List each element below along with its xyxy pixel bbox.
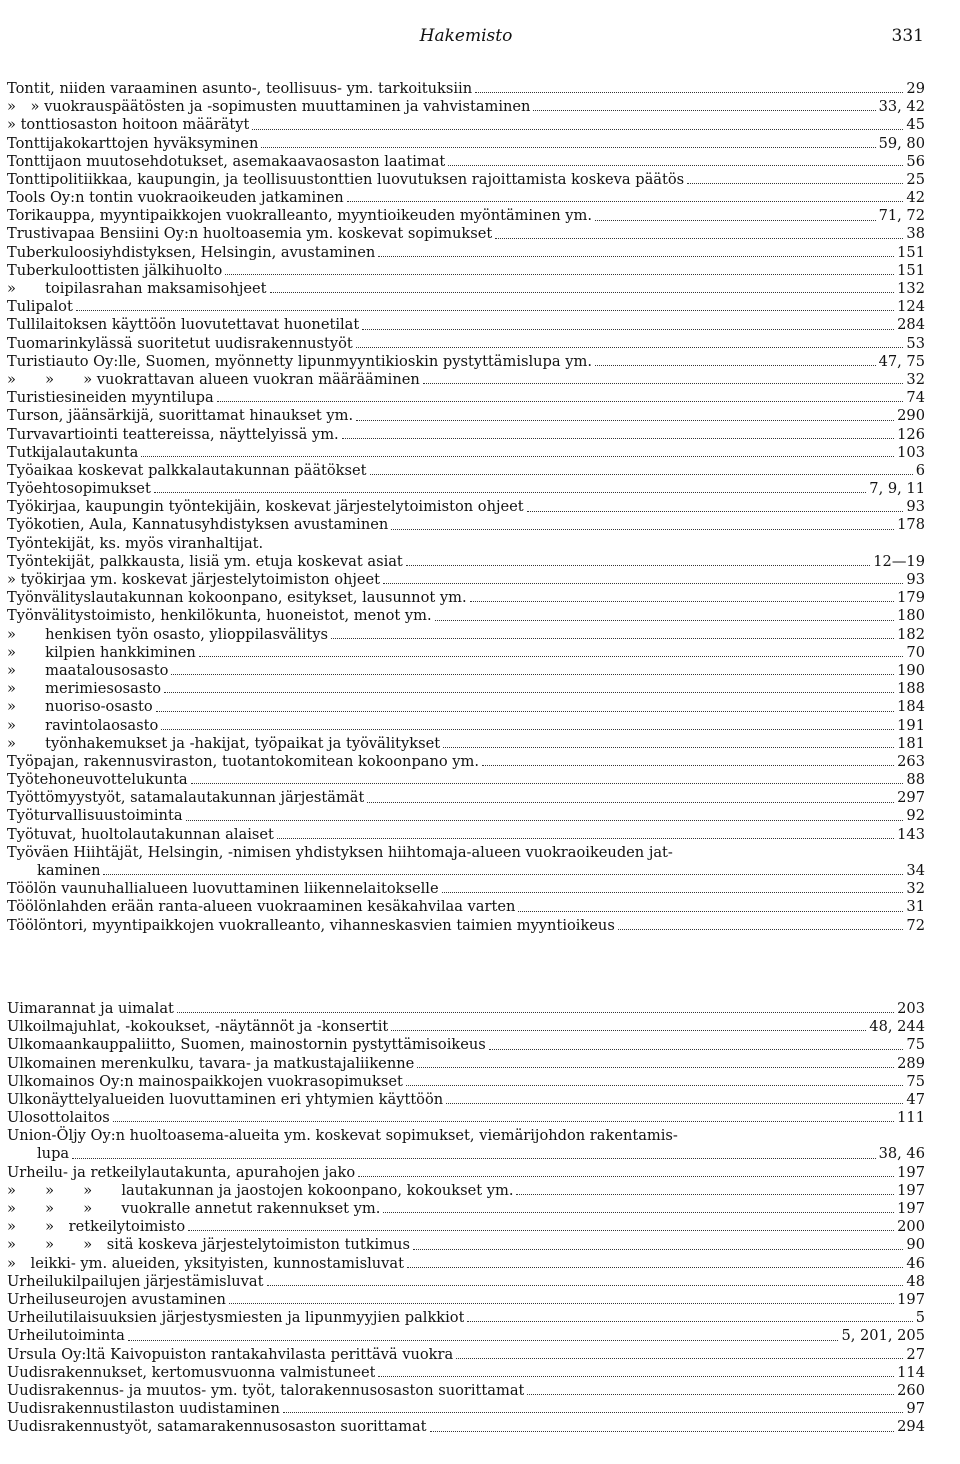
entry-text: Urheiluseurojen avustaminen	[7, 1290, 226, 1308]
index-entry	[7, 1382, 925, 1400]
entry-pages: 74	[906, 389, 925, 407]
dot-leader	[362, 329, 894, 330]
index-entry	[7, 862, 925, 880]
entry-text: Työtuvat, huoltolautakunnan alaiset	[7, 825, 274, 843]
dot-leader	[482, 765, 894, 766]
index-entry	[7, 917, 925, 935]
index-entry	[7, 444, 925, 462]
index-entry	[7, 1291, 925, 1309]
index-entry	[7, 662, 925, 680]
entry-pages: 197	[897, 1200, 925, 1218]
entry-text: Ulkoilmajuhlat, -kokoukset, -näytännöt ja -konsertit	[7, 1018, 389, 1036]
index-entry	[7, 1364, 925, 1382]
dot-leader	[383, 583, 903, 584]
dot-leader	[533, 110, 875, 111]
dot-leader	[113, 1121, 894, 1122]
index-entry	[7, 171, 925, 189]
index-entry	[7, 480, 925, 498]
entry-pages: 197	[897, 1290, 925, 1308]
entry-pages: 200	[897, 1218, 925, 1236]
index-entry	[7, 80, 925, 98]
entry-text: Tuberkuloosiyhdistyksen, Helsingin, avustaminen	[7, 243, 376, 261]
dot-leader	[407, 1267, 903, 1268]
entry-text: Ulosottolaitos	[7, 1109, 110, 1127]
entry-text: Töölön vaunuhallialueen luovuttaminen liikennelaitokselle	[7, 880, 439, 898]
entry-text: Ulkomaankauppaliitto, Suomen, mainostornin pystyttämisoikeus	[7, 1036, 486, 1054]
entry-text: Turson, jäänsärkijä, suorittamat hinaukset ym.	[7, 407, 354, 425]
dot-leader	[413, 1249, 903, 1250]
entry-pages: 126	[897, 425, 925, 443]
entry-text: » » » lautakunnan ja jaostojen kokoonpano, kokoukset ym.	[7, 1181, 514, 1199]
index-entry	[7, 1182, 925, 1200]
entry-text: Urheilutilaisuuksien järjestysmiesten ja lipunmyyjien palkkiot	[7, 1309, 465, 1327]
entry-pages: 179	[897, 589, 925, 607]
index-entry	[7, 498, 925, 516]
entry-text: » » » vuokralle annetut rakennukset ym.	[7, 1200, 381, 1218]
dot-leader	[356, 420, 894, 421]
dot-leader	[171, 674, 894, 675]
index-entry	[7, 753, 925, 771]
entry-text: Työntekijät, palkkausta, lisiä ym. etuja koskevat asiat	[7, 552, 403, 570]
index-entry	[7, 698, 925, 716]
entry-text: Tontit, niiden varaaminen asunto-, teollisuus- ym. tarkoituksiin	[7, 79, 473, 97]
dot-leader	[430, 1431, 895, 1432]
dot-leader	[103, 874, 903, 875]
dot-leader	[495, 238, 903, 239]
dot-leader	[417, 1067, 894, 1068]
entry-pages: 31	[906, 898, 925, 916]
entry-pages: 88	[906, 771, 925, 789]
dot-leader	[229, 1303, 894, 1304]
dot-leader	[423, 383, 904, 384]
entry-pages: 111	[897, 1109, 925, 1127]
dot-leader	[72, 1158, 875, 1159]
entry-pages: 42	[906, 189, 925, 207]
entry-text: Työpajan, rakennusviraston, tuotantokomitean kokoonpano ym.	[7, 752, 480, 770]
index-entry	[7, 1091, 925, 1109]
entry-text: Uimarannat ja uimalat	[7, 999, 174, 1017]
dot-leader	[470, 601, 895, 602]
index-entry	[7, 735, 925, 753]
index-entry	[7, 1346, 925, 1364]
dot-leader	[406, 565, 870, 566]
entry-text: Ulkomainos Oy:n mainospaikkojen vuokrasopimukset	[7, 1072, 403, 1090]
entry-pages: 47, 75	[878, 352, 925, 370]
entry-pages: 93	[906, 498, 925, 516]
index-entry	[7, 898, 925, 916]
index-entry	[7, 244, 925, 262]
entry-pages: 7, 9, 11	[869, 480, 925, 498]
dot-leader	[618, 929, 904, 930]
dot-leader	[128, 1340, 839, 1341]
dot-leader	[191, 783, 904, 784]
index-entry	[7, 1236, 925, 1254]
dot-leader	[435, 620, 895, 621]
entry-text: lupa	[37, 1145, 70, 1163]
dot-leader	[467, 1321, 912, 1322]
entry-text: Tools Oy:n tontin vuokraoikeuden jatkaminen	[7, 189, 344, 207]
entry-text: » » » vuokrattavan alueen vuokran määrääminen	[7, 370, 420, 388]
entry-pages: 191	[897, 716, 925, 734]
entry-text: kaminen	[37, 862, 101, 880]
entry-pages: 182	[897, 625, 925, 643]
dot-leader	[252, 129, 903, 130]
entry-pages: 38	[906, 225, 925, 243]
entry-text: » nuoriso-osasto	[7, 698, 153, 716]
index-entry	[7, 1309, 925, 1327]
index-entry	[7, 389, 925, 407]
index-entry	[7, 280, 925, 298]
page-header	[8, 26, 924, 48]
entry-text: Urheilu- ja retkeilylautakunta, apurahojen jako	[7, 1163, 356, 1181]
dot-leader	[199, 656, 904, 657]
index-entry	[7, 880, 925, 898]
entry-pages: 203	[897, 999, 925, 1017]
index-entry	[7, 1218, 925, 1236]
index-entry	[7, 789, 925, 807]
entry-pages: 71, 72	[878, 207, 925, 225]
dot-leader	[367, 802, 894, 803]
index-entry	[7, 680, 925, 698]
index-entry	[7, 298, 925, 316]
entry-text: » toipilasrahan maksamisohjeet	[7, 280, 267, 298]
entry-text: Tulipalot	[7, 298, 73, 316]
index-entry	[7, 626, 925, 644]
dot-leader	[518, 911, 903, 912]
index-section-t	[7, 80, 925, 935]
dot-leader	[347, 201, 904, 202]
entry-pages: 93	[906, 571, 925, 589]
index-entry	[7, 1400, 925, 1418]
entry-pages: 38, 46	[878, 1145, 925, 1163]
entry-text: Työtehoneuvottelukunta	[7, 771, 188, 789]
entry-text: » » retkeilytoimisto	[7, 1218, 186, 1236]
index-entry	[7, 1000, 925, 1018]
entry-pages: 47	[906, 1090, 925, 1108]
dot-leader	[456, 1358, 903, 1359]
entry-pages: 29	[906, 79, 925, 97]
entry-text: Urheilutoiminta	[7, 1327, 125, 1345]
entry-pages: 151	[897, 243, 925, 261]
entry-pages: 5, 201, 205	[841, 1327, 925, 1345]
entry-pages: 46	[906, 1254, 925, 1272]
entry-pages: 184	[897, 698, 925, 716]
entry-text: Työttömyystyöt, satamalautakunnan järjestämät	[7, 789, 365, 807]
entry-pages: 45	[906, 116, 925, 134]
dot-leader	[154, 492, 866, 493]
entry-pages: 6	[915, 461, 925, 479]
entry-pages: 56	[906, 152, 925, 170]
entry-pages: 143	[897, 825, 925, 843]
index-entry	[7, 426, 925, 444]
entry-text: Turvavartiointi teattereissa, näyttelyissä ym.	[7, 425, 339, 443]
index-entry	[7, 771, 925, 789]
dot-leader	[331, 638, 894, 639]
entry-pages: 48	[906, 1272, 925, 1290]
entry-pages: 290	[897, 407, 925, 425]
index-entry	[7, 153, 925, 171]
entry-pages: 178	[897, 516, 925, 534]
entry-pages: 124	[897, 298, 925, 316]
index-entry	[7, 517, 925, 535]
index-entry	[7, 1146, 925, 1164]
dot-leader	[261, 147, 875, 148]
index-entry	[7, 1418, 925, 1436]
entry-text: » merimiesosasto	[7, 680, 161, 698]
entry-pages: 27	[906, 1345, 925, 1363]
index-entry	[7, 353, 925, 371]
entry-text: Työväen Hiihtäjät, Helsingin, -nimisen yhdistyksen hiihtomaja-alueen vuokraoikeuden jat-	[7, 843, 673, 861]
index-entry	[7, 316, 925, 334]
dot-leader	[356, 347, 904, 348]
index-entry	[7, 1200, 925, 1218]
dot-leader	[406, 1085, 904, 1086]
index-entry	[7, 1327, 925, 1345]
index-entry	[7, 98, 925, 116]
index-entry	[7, 535, 925, 553]
index-entry	[7, 1164, 925, 1182]
entry-text: » » » sitä koskeva järjestelytoimiston tutkimus	[7, 1236, 410, 1254]
index-entry	[7, 116, 925, 134]
entry-text: » tonttiosaston hoitoon määrätyt	[7, 116, 250, 134]
index-entry	[7, 1109, 925, 1127]
index-entry	[7, 207, 925, 225]
entry-text: Union-Öljy Oy:n huoltoasema-alueita ym. koskevat sopimukset, viemärijohdon rakentamis-	[7, 1127, 678, 1145]
dot-leader	[595, 220, 876, 221]
entry-pages: 48, 244	[869, 1018, 925, 1036]
dot-leader	[186, 820, 904, 821]
index-entry	[7, 1036, 925, 1054]
index-entry	[7, 826, 925, 844]
entry-text: Uudisrakennukset, kertomusvuonna valmistuneet	[7, 1363, 376, 1381]
index-entry	[7, 607, 925, 625]
dot-leader	[370, 474, 913, 475]
entry-pages: 263	[897, 752, 925, 770]
entry-text: Työnvälitystoimisto, henkilökunta, huoneistot, menot ym.	[7, 607, 432, 625]
entry-pages: 294	[897, 1418, 925, 1436]
dot-leader	[164, 692, 894, 693]
entry-pages: 180	[897, 607, 925, 625]
dot-leader	[283, 1412, 904, 1413]
entry-pages: 53	[906, 334, 925, 352]
index-entry	[7, 553, 925, 571]
entry-pages: 260	[897, 1381, 925, 1399]
dot-leader	[378, 256, 894, 257]
dot-leader	[270, 292, 895, 293]
entry-pages: 72	[906, 916, 925, 934]
entry-text: Työkirjaa, kaupungin työntekijäin, koskevat järjestelytoimiston ohjeet	[7, 498, 524, 516]
entry-text: Urheilukilpailujen järjestämisluvat	[7, 1272, 264, 1290]
entry-pages: 151	[897, 261, 925, 279]
index-entry	[7, 1273, 925, 1291]
index-entry	[7, 1055, 925, 1073]
entry-text: Ulkonäyttelyalueiden luovuttaminen eri yhtymien käyttöön	[7, 1090, 444, 1108]
index-entry	[7, 1255, 925, 1273]
index-entry	[7, 262, 925, 280]
entry-text: Tuberkuloottisten jälkihuolto	[7, 261, 223, 279]
index-entry	[7, 808, 925, 826]
entry-text: » työnhakemukset ja -hakijat, työpaikat ja työvälitykset	[7, 734, 441, 752]
dot-leader	[443, 747, 894, 748]
dot-leader	[527, 1394, 894, 1395]
entry-text: Turistiesineiden myyntilupa	[7, 389, 214, 407]
entry-text: Uudisrakennus- ja muutos- ym. työt, talorakennusosaston suorittamat	[7, 1381, 525, 1399]
entry-pages: 92	[906, 807, 925, 825]
entry-pages: 75	[906, 1072, 925, 1090]
dot-leader	[141, 456, 894, 457]
entry-pages: 5	[915, 1309, 925, 1327]
entry-text: Tonttijaon muutosehdotukset, asemakaavaosaston laatimat	[7, 152, 446, 170]
entry-text: Ursula Oy:ltä Kaivopuiston rantakahvilasta perittävä vuokra	[7, 1345, 454, 1363]
page-number: 331	[891, 26, 924, 46]
dot-leader	[475, 92, 903, 93]
entry-text: » maatalousosasto	[7, 661, 169, 679]
index-entry	[7, 1127, 925, 1145]
dot-leader	[225, 274, 894, 275]
entry-pages: 181	[897, 734, 925, 752]
entry-text: Töölönlahden erään ranta-alueen vuokraaminen kesäkahvilaa varten	[7, 898, 516, 916]
index-entry	[7, 135, 925, 153]
entry-pages: 197	[897, 1181, 925, 1199]
index-entry	[7, 589, 925, 607]
entry-pages: 103	[897, 443, 925, 461]
entry-text: Tutkijalautakunta	[7, 443, 139, 461]
dot-leader	[527, 511, 904, 512]
entry-text: Työkotien, Aula, Kannatusyhdistyksen avustaminen	[7, 516, 389, 534]
entry-pages: 289	[897, 1054, 925, 1072]
dot-leader	[156, 711, 894, 712]
entry-text: Työehtosopimukset	[7, 480, 151, 498]
entry-pages: 34	[906, 862, 925, 880]
entry-pages: 70	[906, 643, 925, 661]
entry-pages: 188	[897, 680, 925, 698]
entry-text: Torikauppa, myyntipaikkojen vuokralleanto, myyntioikeuden myöntäminen ym.	[7, 207, 592, 225]
index-entry	[7, 644, 925, 662]
dot-leader	[76, 310, 894, 311]
entry-text: » leikki- ym. alueiden, yksityisten, kunnostamisluvat	[7, 1254, 404, 1272]
dot-leader	[342, 438, 894, 439]
dot-leader	[358, 1176, 894, 1177]
entry-text: Töölöntori, myyntipaikkojen vuokralleanto, vihanneskasvien taimien myyntioikeus	[7, 916, 615, 934]
dot-leader	[217, 401, 904, 402]
dot-leader	[446, 1103, 903, 1104]
dot-leader	[687, 183, 903, 184]
entry-pages: 12—19	[873, 552, 925, 570]
entry-text: Työnvälityslautakunnan kokoonpano, esitykset, lausunnot ym.	[7, 589, 467, 607]
entry-pages: 32	[906, 880, 925, 898]
index-entry	[7, 462, 925, 480]
dot-leader	[378, 1376, 894, 1377]
entry-text: Trustivapaa Bensiini Oy:n huoltoasemia ym. koskevat sopimukset	[7, 225, 493, 243]
entry-pages: 75	[906, 1036, 925, 1054]
entry-text: Uudisrakennustyöt, satamarakennusosaston suorittamat	[7, 1418, 427, 1436]
entry-text: Työturvallisuustoiminta	[7, 807, 183, 825]
entry-pages: 197	[897, 1163, 925, 1181]
index-entry	[7, 844, 925, 862]
entry-pages: 132	[897, 280, 925, 298]
index-section-u	[7, 1000, 925, 1437]
dot-leader	[383, 1212, 894, 1213]
entry-pages: 114	[897, 1363, 925, 1381]
dot-leader	[161, 729, 894, 730]
entry-text: Tuomarinkylässä suoritetut uudisrakennustyöt	[7, 334, 353, 352]
index-entry	[7, 335, 925, 353]
entry-pages: 33, 42	[878, 98, 925, 116]
entry-text: Uudisrakennustilaston uudistaminen	[7, 1400, 280, 1418]
index-entry	[7, 1018, 925, 1036]
entry-pages: 90	[906, 1236, 925, 1254]
dot-leader	[188, 1230, 894, 1231]
index-entry	[7, 226, 925, 244]
entry-text: Ulkomainen merenkulku, tavara- ja matkustajaliikenne	[7, 1054, 415, 1072]
entry-text: Turistiauto Oy:lle, Suomen, myönnetty lipunmyyntikioskin pystyttämislupa ym.	[7, 352, 592, 370]
entry-pages: 25	[906, 170, 925, 188]
dot-leader	[177, 1012, 894, 1013]
dot-leader	[595, 365, 876, 366]
entry-pages: 59, 80	[878, 134, 925, 152]
dot-leader	[516, 1194, 894, 1195]
index-entry	[7, 1073, 925, 1091]
dot-leader	[267, 1285, 904, 1286]
index-entry	[7, 371, 925, 389]
entry-pages: 97	[906, 1400, 925, 1418]
entry-text: » » vuokrauspäätösten ja -sopimusten muuttaminen ja vahvistaminen	[7, 98, 531, 116]
index-entry	[7, 407, 925, 425]
entry-text: Tonttipolitiikkaa, kaupungin, ja teollisuustonttien luovutuksen rajoittamista koskeva päätös	[7, 170, 685, 188]
entry-pages: 297	[897, 789, 925, 807]
entry-text: Tullilaitoksen käyttöön luovutettavat huonetilat	[7, 316, 360, 334]
entry-text: » henkisen työn osasto, ylioppilasvälitys	[7, 625, 329, 643]
entry-text: Tonttijakokarttojen hyväksyminen	[7, 134, 259, 152]
dot-leader	[442, 892, 904, 893]
dot-leader	[448, 165, 903, 166]
entry-text: » työkirjaa ym. koskevat järjestelytoimiston ohjeet	[7, 571, 381, 589]
dot-leader	[391, 1030, 866, 1031]
index-entry	[7, 571, 925, 589]
entry-pages: 284	[897, 316, 925, 334]
dot-leader	[277, 838, 894, 839]
index-entry	[7, 189, 925, 207]
dot-leader	[489, 1049, 904, 1050]
entry-text: » ravintolaosasto	[7, 716, 159, 734]
entry-text: » kilpien hankkiminen	[7, 643, 196, 661]
index-entry	[7, 717, 925, 735]
dot-leader	[391, 529, 894, 530]
entry-text: Työntekijät, ks. myös viranhaltijat.	[7, 534, 264, 552]
entry-pages: 32	[906, 370, 925, 388]
entry-text: Työaikaa koskevat palkkalautakunnan päätökset	[7, 461, 367, 479]
entry-pages: 190	[897, 661, 925, 679]
page-title: Hakemisto	[419, 26, 513, 46]
